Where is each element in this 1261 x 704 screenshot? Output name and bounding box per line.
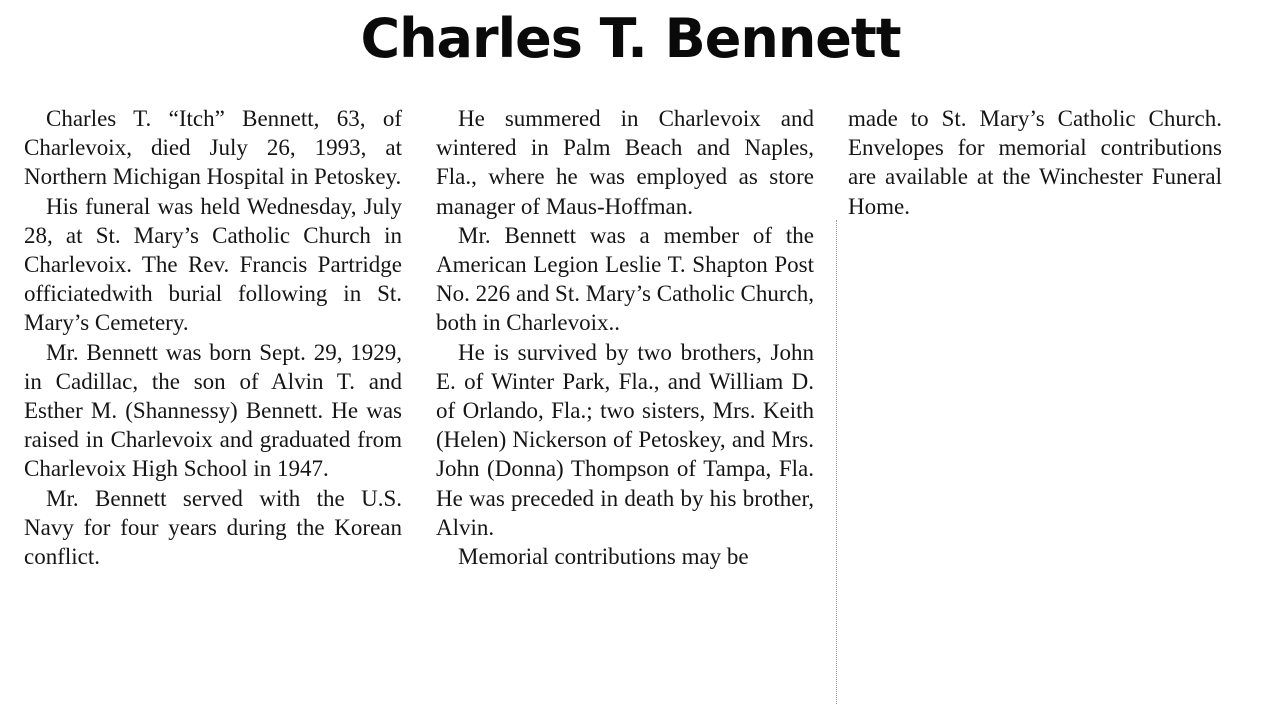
paragraph-survivors: He is survived by two brothers, John E. of Winter Park, Fla., and William D. of Orlando, Fla.; two sisters, Mrs. Keith (Helen) Nickerson of Petoskey, and Mrs. John (Donna) Thompson of Tampa, Fla. He was preceded in death by his brother, Alvin. [436, 339, 814, 540]
paragraph-funeral: His funeral was held Wednesday, July 28, at St. Mary’s Catholic Church in Charlevoix. The Rev. Francis Partridge officiatedwith burial following in St. Mary’s Cemetery. [24, 193, 402, 336]
paragraph-memberships: Mr. Bennett was a member of the American Legion Leslie T. Shapton Post No. 226 and St. Mary’s Catholic Church, both in Charlevoix.. [436, 222, 814, 336]
obituary-headline: Charles T. Bennett [360, 7, 901, 70]
article-column-3 [848, 104, 1222, 221]
article-column-2 [436, 104, 814, 571]
paragraph-memorials-continued: made to St. Mary’s Catholic Church. Envelopes for memorial contributions are available at the Winchester Funeral Home. [848, 106, 1222, 219]
column-divider [836, 220, 837, 704]
paragraph-birth: Mr. Bennett was born Sept. 29, 1929, in Cadillac, the son of Alvin T. and Esther M. (Shannessy) Bennett. He was raised in Charlevoix and graduated from Charlevoix High School in 1947. [24, 339, 402, 482]
paragraph-residence: He summered in Charlevoix and wintered in Palm Beach and Naples, Fla., where he was employed as store manager of Maus-Hoffman. [436, 106, 814, 219]
paragraph-military-service: Mr. Bennett served with the U.S. Navy for four years during the Korean conflict. [24, 485, 402, 570]
article-column-1 [24, 104, 402, 571]
paragraph-death-notice: Charles T. “Itch” Bennett, 63, of Charlevoix, died July 26, 1993, at Northern Michigan Hospital in Petoskey. [24, 106, 402, 190]
paragraph-memorials-start: Memorial contributions may be [458, 544, 749, 570]
